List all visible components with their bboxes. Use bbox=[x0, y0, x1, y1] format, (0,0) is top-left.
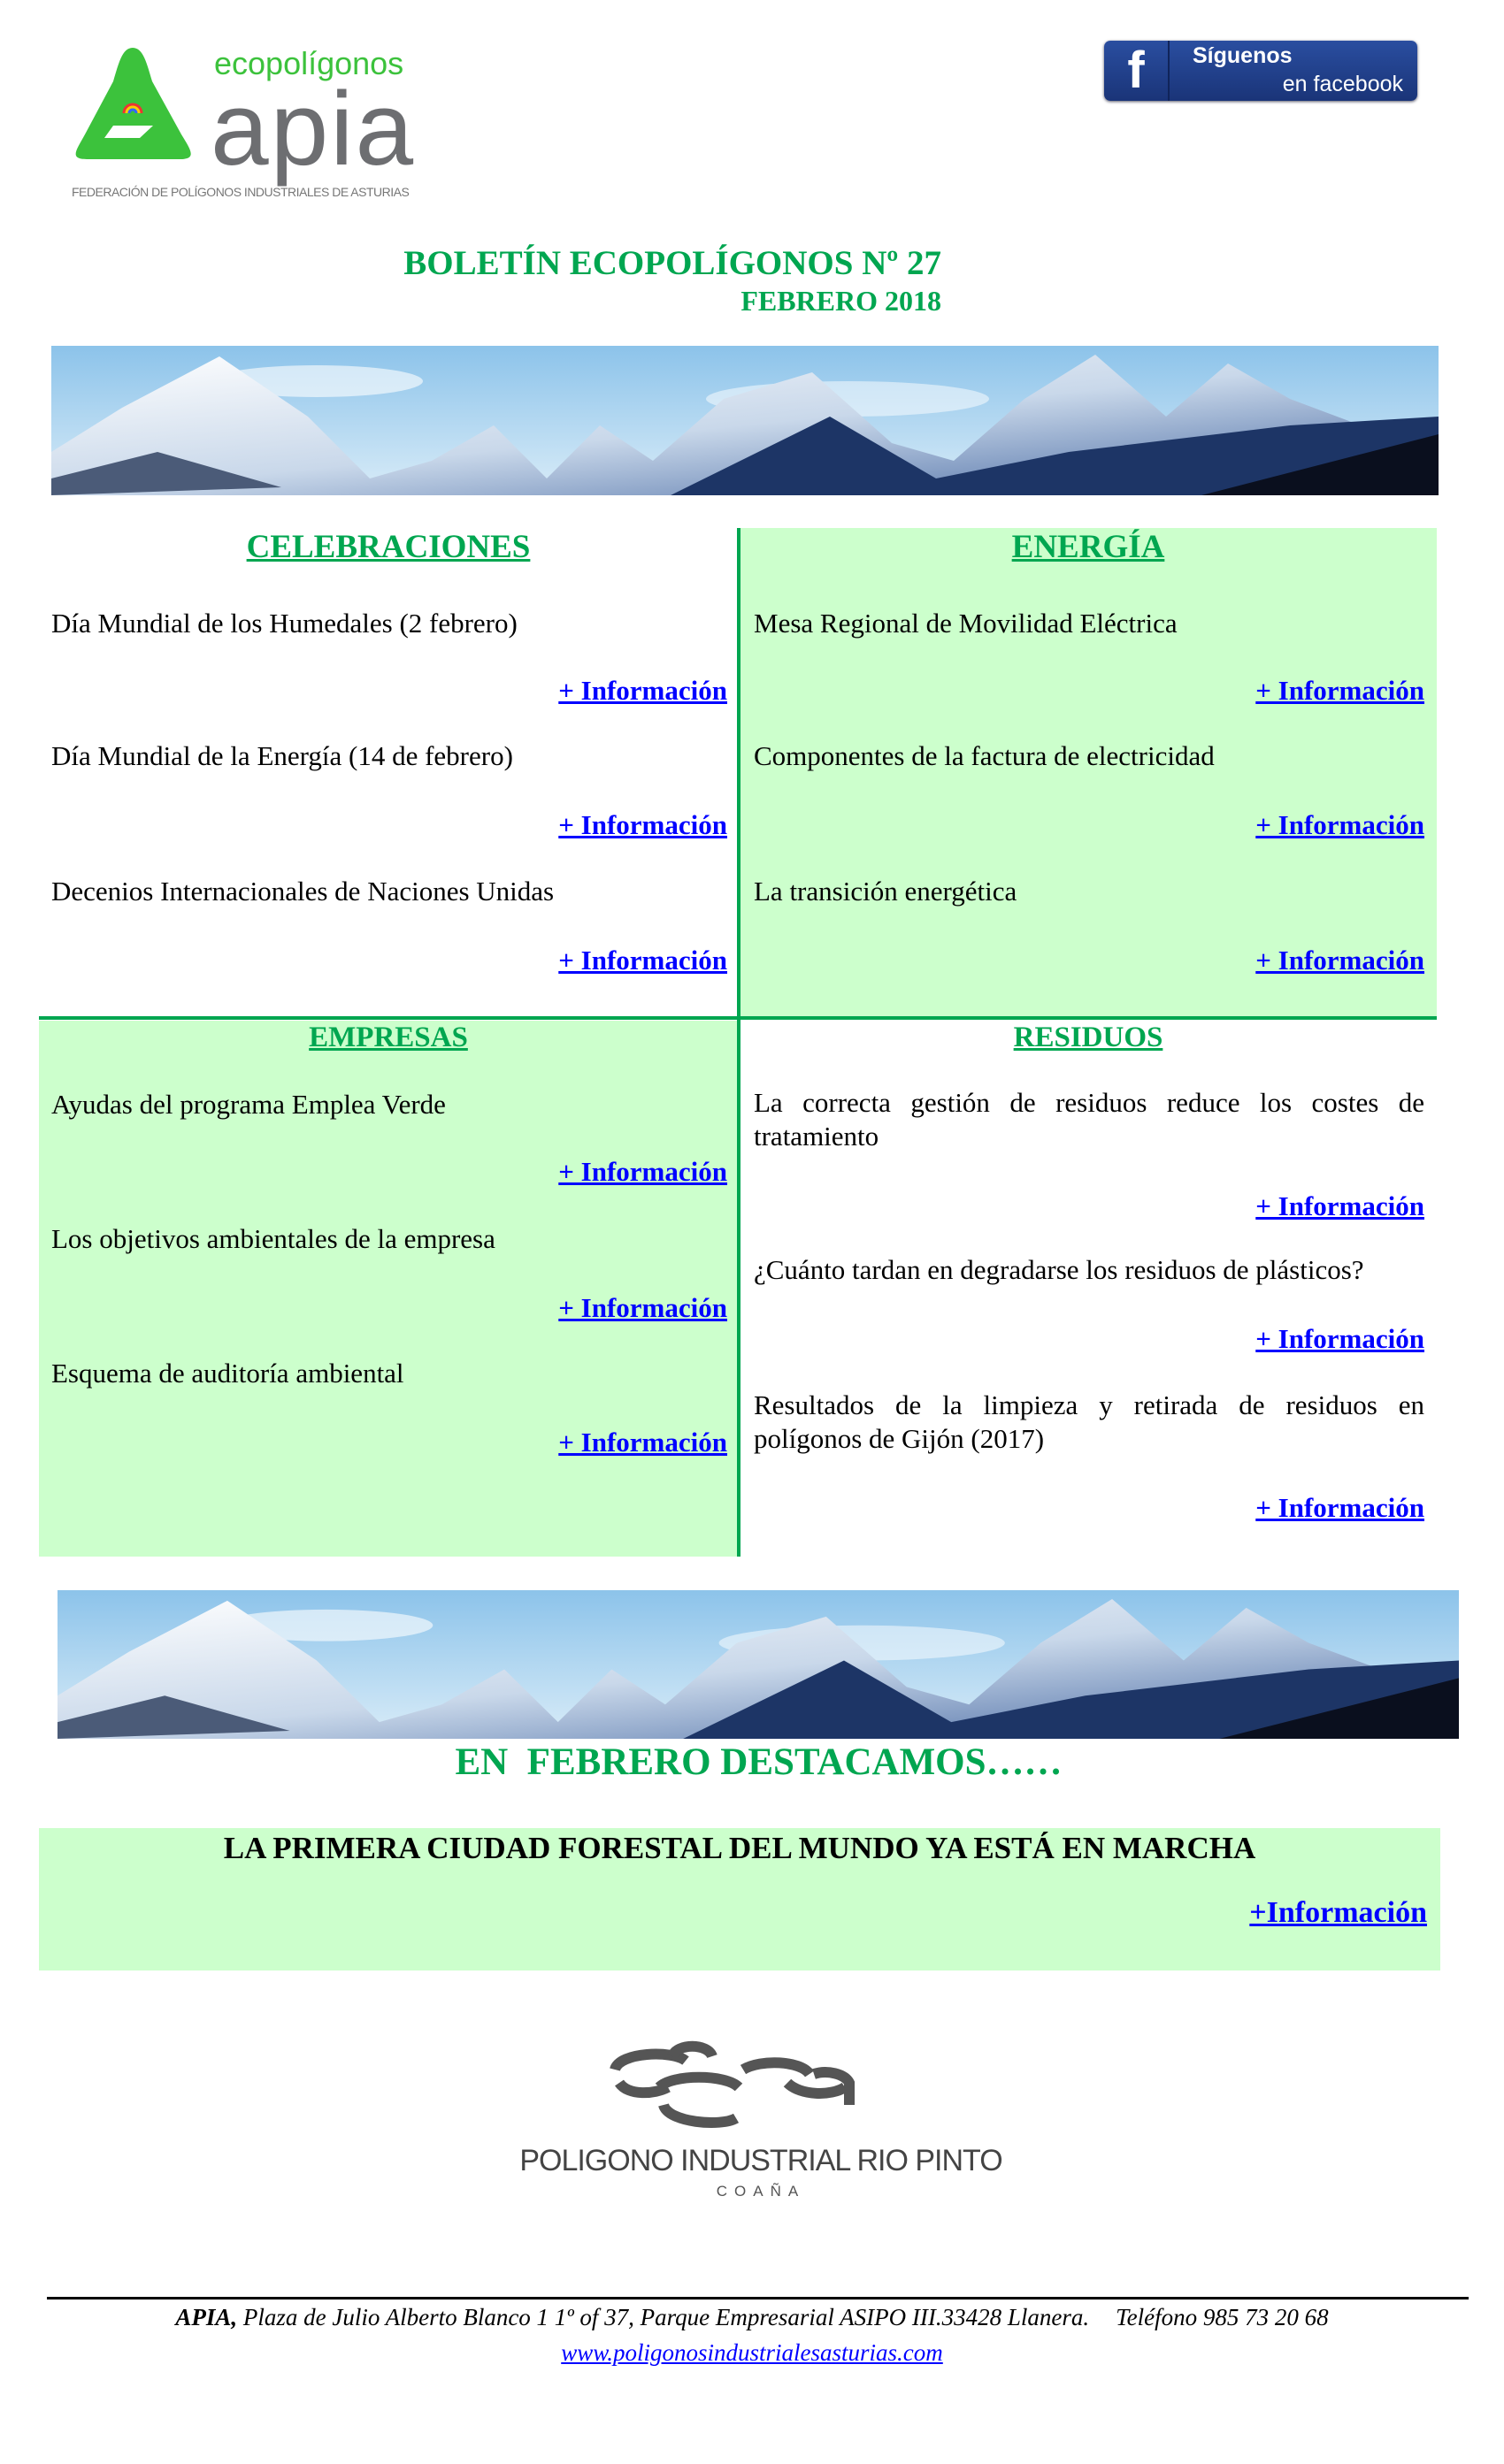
empresas-item: Los objetivos ambientales de la empresa bbox=[51, 1223, 495, 1254]
bulletin-title: BOLETÍN ECOPOLÍGONOS Nº 27 bbox=[403, 244, 941, 282]
highlight-title: EN FEBRERO DESTACAMOS…… bbox=[455, 1741, 1063, 1783]
footer-website-link-wrap bbox=[0, 2338, 1504, 2371]
section-title-energia: ENERGÍA bbox=[1011, 529, 1165, 565]
residuos-info-link[interactable]: + Información bbox=[1255, 1492, 1424, 1523]
sponsor-place: COAÑA bbox=[716, 2183, 806, 2200]
energia-item: Mesa Regional de Movilidad Eléctrica bbox=[754, 608, 1178, 639]
celebraciones-item: Decenios Internacionales de Naciones Unidas bbox=[51, 876, 555, 907]
celebraciones-item: Día Mundial de los Humedales (2 febrero) bbox=[51, 608, 518, 639]
bulletin-date: FEBRERO 2018 bbox=[740, 285, 941, 317]
residuos-info-link[interactable]: + Información bbox=[1255, 1190, 1424, 1221]
logo-tagline: FEDERACIÓN DE POLÍGONOS INDUSTRIALES DE ASTURIAS bbox=[72, 185, 410, 199]
footer-org: APIA, bbox=[175, 2304, 238, 2330]
mountain-banner-top bbox=[51, 346, 1439, 495]
empresas-item: Ayudas del programa Emplea Verde bbox=[51, 1089, 446, 1120]
highlight-box bbox=[39, 1828, 1440, 1970]
rio-pinto-rings-icon bbox=[495, 2034, 1026, 2140]
highlight-info-link[interactable]: +Información bbox=[1249, 1896, 1427, 1929]
section-title-celebraciones: CELEBRACIONES bbox=[246, 529, 531, 565]
footer-divider bbox=[47, 2297, 1469, 2299]
apia-logo bbox=[69, 42, 458, 202]
celebraciones-info-link[interactable]: + Información bbox=[558, 945, 727, 976]
logo-brand-small: ecopolígonos bbox=[214, 45, 404, 81]
footer-address bbox=[0, 2303, 1504, 2331]
energia-item: Componentes de la factura de electricidad bbox=[754, 740, 1215, 771]
mountain-banner-bottom bbox=[58, 1590, 1459, 1739]
logo-brand-big: apia bbox=[211, 71, 416, 187]
empresas-info-link[interactable]: + Información bbox=[558, 1156, 727, 1187]
residuos-item: ¿Cuánto tardan en degradarse los residuos de plásticos? bbox=[754, 1254, 1364, 1285]
footer-address-text: Plaza de Julio Alberto Blanco 1 1º of 37, Parque Empresarial ASIPO III.33428 Llanera. bbox=[237, 2304, 1090, 2330]
section-title-residuos: RESIDUOS bbox=[1013, 1022, 1163, 1053]
energia-item: La transición energética bbox=[754, 876, 1017, 907]
rio-pinto-logo bbox=[495, 2034, 1026, 2211]
energia-info-link[interactable]: + Información bbox=[1255, 675, 1424, 706]
residuos-item: Resultados de la limpieza y retirada de residuos en polígonos de Gijón (2017) bbox=[754, 1389, 1424, 1454]
celebraciones-info-link[interactable]: + Información bbox=[558, 675, 727, 706]
footer-website-link[interactable]: www.poligonosindustrialesasturias.com bbox=[561, 2339, 943, 2366]
energia-info-link[interactable]: + Información bbox=[1255, 809, 1424, 840]
celebraciones-item: Día Mundial de la Energía (14 de febrero) bbox=[51, 740, 513, 771]
residuos-info-link[interactable]: + Información bbox=[1255, 1323, 1424, 1354]
empresas-info-link[interactable]: + Información bbox=[558, 1427, 727, 1458]
sponsor-name: POLIGONO INDUSTRIAL RIO PINTO bbox=[519, 2144, 1002, 2177]
apia-triangle-icon bbox=[69, 46, 197, 163]
facebook-f-icon: f bbox=[1104, 41, 1170, 101]
facebook-line2: en facebook bbox=[1282, 72, 1403, 96]
energia-info-link[interactable]: + Información bbox=[1255, 945, 1424, 976]
celebraciones-info-link[interactable]: + Información bbox=[558, 809, 727, 840]
facebook-follow-button[interactable] bbox=[1104, 41, 1417, 101]
highlight-headline: LA PRIMERA CIUDAD FORESTAL DEL MUNDO YA ESTÁ EN MARCHA bbox=[223, 1831, 1256, 1865]
facebook-line1: Síguenos bbox=[1193, 43, 1293, 68]
residuos-item: La correcta gestión de residuos reduce los costes de tratamiento bbox=[754, 1087, 1424, 1152]
footer-phone: Teléfono 985 73 20 68 bbox=[1116, 2304, 1329, 2330]
section-title-empresas: EMPRESAS bbox=[309, 1022, 468, 1053]
empresas-item: Esquema de auditoría ambiental bbox=[51, 1358, 404, 1389]
empresas-info-link[interactable]: + Información bbox=[558, 1292, 727, 1323]
